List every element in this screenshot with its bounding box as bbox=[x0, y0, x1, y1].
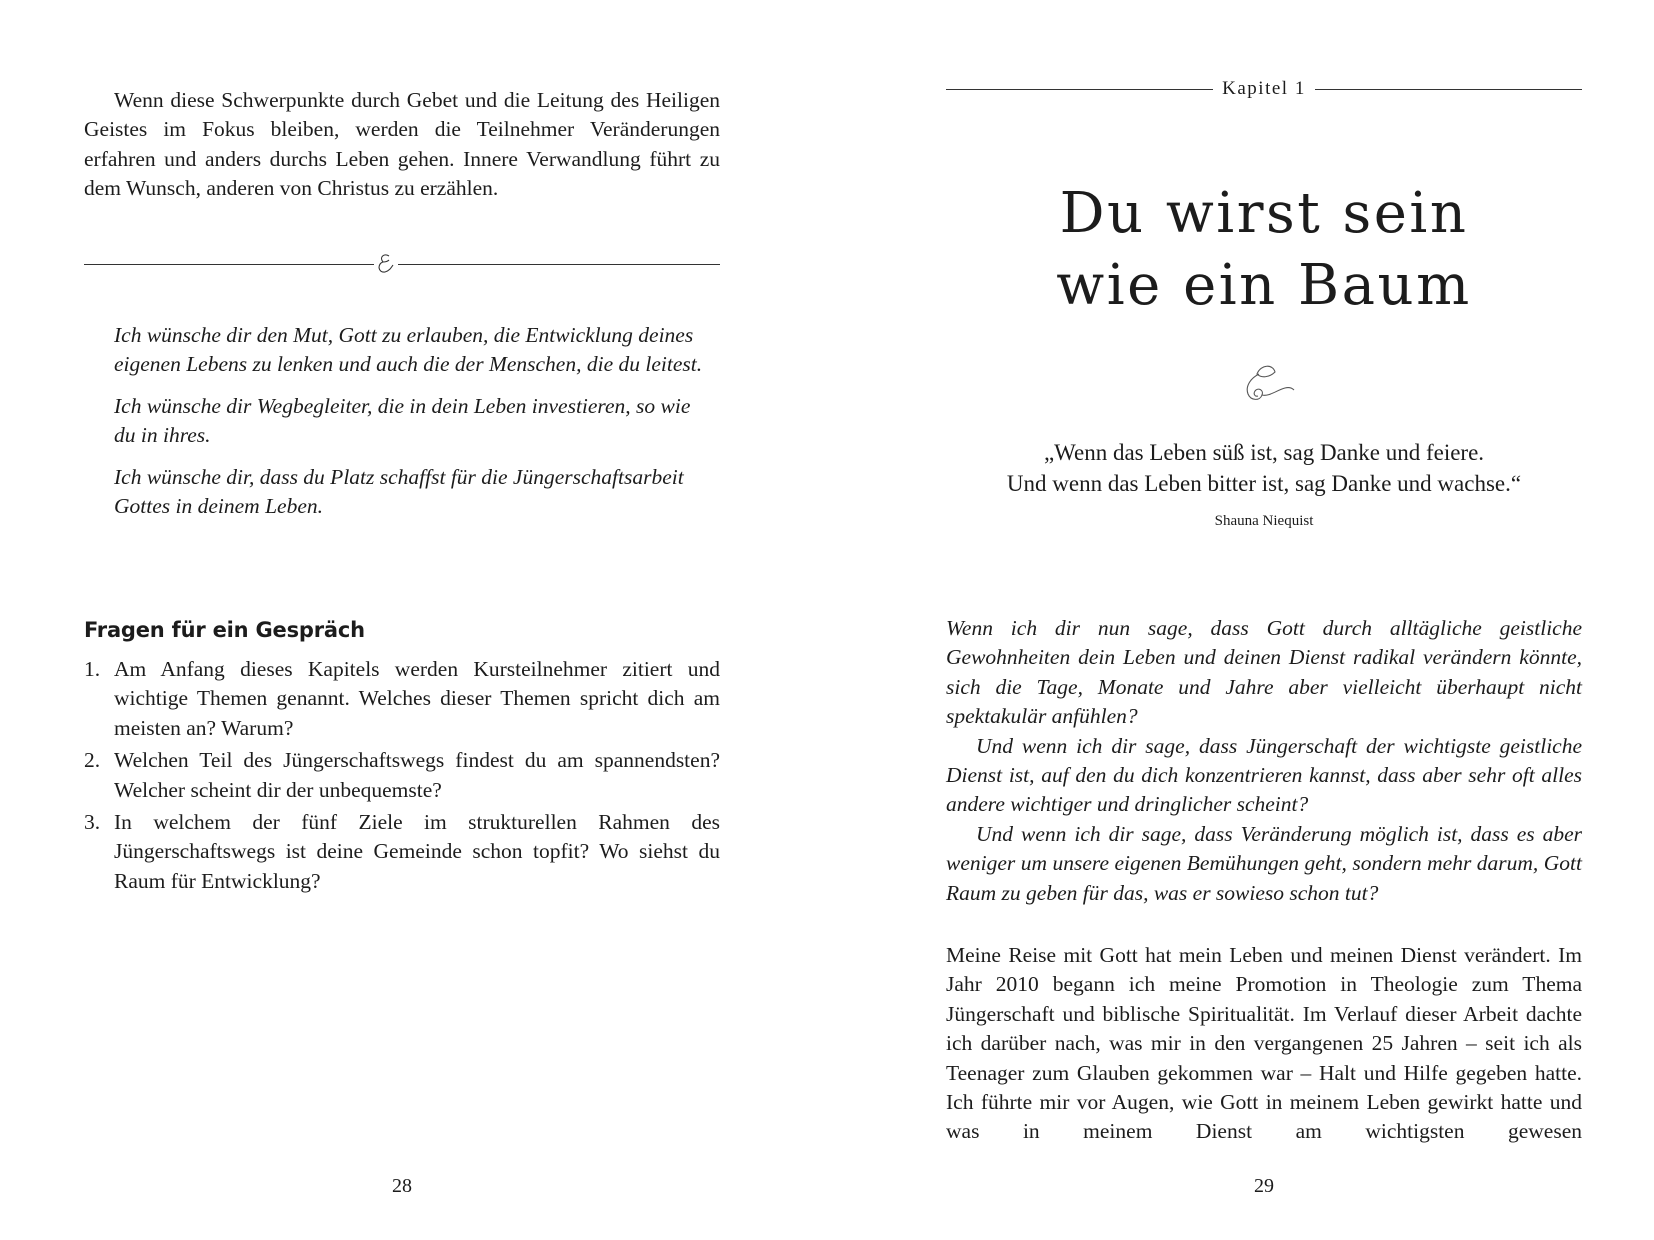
epigraph bbox=[946, 437, 1582, 499]
divider-line-right bbox=[398, 264, 720, 265]
italic-paragraph-2: Und wenn ich dir sage, dass Jüngerschaft der wichtigste geistliche Dienst ist, auf den du dich konzentrieren kannst, dass aber sehr oft alles andere wichtiger und dringlicher scheint? bbox=[946, 733, 1582, 817]
question-number: 1. bbox=[84, 657, 101, 681]
question-item bbox=[84, 808, 720, 896]
intro-paragraph: Wenn diese Schwerpunkte durch Gebet und die Leitung des Heiligen Geistes im Fokus bleiben, werden die Teilnehmer Veränderungen erfahren und anders durchs Leben gehen. Innere Verwandlung führt zu dem Wunsch, anderen von Christus zu erzählen. bbox=[84, 88, 720, 201]
chapter-header bbox=[946, 78, 1582, 102]
section-divider bbox=[84, 251, 720, 279]
question-number: 3. bbox=[84, 810, 101, 835]
chapter-rule-left bbox=[946, 89, 1213, 90]
question-text: In welchem der fünf Ziele im strukturellen Rahmen des Jüngerschaftswegs ist deine Gemeinde schon topfit? Wo siehst du Raum für Entwicklung? bbox=[114, 810, 720, 893]
epigraph-author: Shauna Niequist bbox=[1214, 513, 1314, 529]
main-paragraph: Meine Reise mit Gott hat mein Leben und meinen Dienst verändert. Im Jahr 2010 begann ich meine Promotion in Theologie zum Thema Jüngerschaft und biblische Spiritualität. Im Verlauf dieser Arbeit dachte ich darüber nach, was mir in den vergangenen 25 Jahren – seit ich als Teenager zum Glauben gekommen war – Halt und Hilfe gegeben hatte. Ich führte mir vor Augen, wie Gott in meinem Leben gewirkt hatte und was in meinem Dienst am wichtigsten gewesen bbox=[946, 943, 1582, 1144]
main-text bbox=[946, 941, 1582, 1147]
divider-line-left bbox=[84, 264, 374, 265]
blessing-3: Ich wünsche dir, dass du Platz schaffst für die Jüngerschaftsarbeit Gottes in deinem Leben. bbox=[114, 464, 684, 519]
blessing-2: Ich wünsche dir Wegbegleiter, die in dein Leben investieren, so wie du in ihres. bbox=[114, 393, 691, 448]
page-number-right: 29 bbox=[1254, 1175, 1274, 1197]
ampersand-flourish-icon bbox=[374, 251, 398, 279]
blessings bbox=[114, 321, 714, 533]
question-text: Am Anfang dieses Kapitels werden Kursteilnehmer zitiert und wichtige Themen genannt. Welches dieser Themen spricht dich am meisten an? Warum? bbox=[114, 657, 720, 740]
question-number: 2. bbox=[84, 748, 101, 773]
questions-heading: Fragen für ein Gespräch bbox=[84, 618, 365, 642]
right-page bbox=[946, 0, 1582, 1240]
chapter-label: Kapitel 1 bbox=[1222, 78, 1306, 99]
question-text: Welchen Teil des Jüngerschaftswegs findest du am spannendsten? Welcher scheint dir der unbequemste? bbox=[114, 748, 720, 802]
chapter-title-line-2: wie ein Baum bbox=[1056, 253, 1472, 318]
epigraph-line-2: Und wenn das Leben bitter ist, sag Danke und wachse.“ bbox=[1006, 471, 1522, 496]
questions-list bbox=[84, 655, 720, 899]
epigraph-line-1: „Wenn das Leben süß ist, sag Danke und feiere. bbox=[1043, 440, 1485, 465]
question-item bbox=[84, 746, 720, 805]
italic-paragraph-1: Wenn ich dir nun sage, dass Gott durch alltägliche geistliche Gewohnheiten dein Leben und deinen Dienst radikal verändern könnte, sich die Tage, Monate und Jahre aber vielleicht überhaupt nicht spektakulär anfühlen? bbox=[946, 616, 1582, 729]
chapter-rule-right bbox=[1315, 89, 1582, 90]
left-page bbox=[84, 0, 720, 1240]
italic-paragraph-3: Und wenn ich dir sage, dass Veränderung möglich ist, dass es aber weniger um unsere eigenen Bemühungen geht, sondern mehr darum, Gott Raum zu geben für das, was er sowieso schon tut? bbox=[946, 821, 1582, 905]
page-number-left: 28 bbox=[392, 1175, 412, 1197]
chapter-title bbox=[946, 178, 1582, 322]
question-item bbox=[84, 655, 720, 743]
italic-intro bbox=[946, 614, 1582, 908]
blessing-1: Ich wünsche dir den Mut, Gott zu erlauben, die Entwicklung deines eigenen Lebens zu lenken und auch die der Menschen, die du leitest. bbox=[114, 323, 703, 377]
leaf-flourish-icon bbox=[1239, 360, 1295, 410]
chapter-title-line-1: Du wirst sein bbox=[1059, 181, 1469, 246]
